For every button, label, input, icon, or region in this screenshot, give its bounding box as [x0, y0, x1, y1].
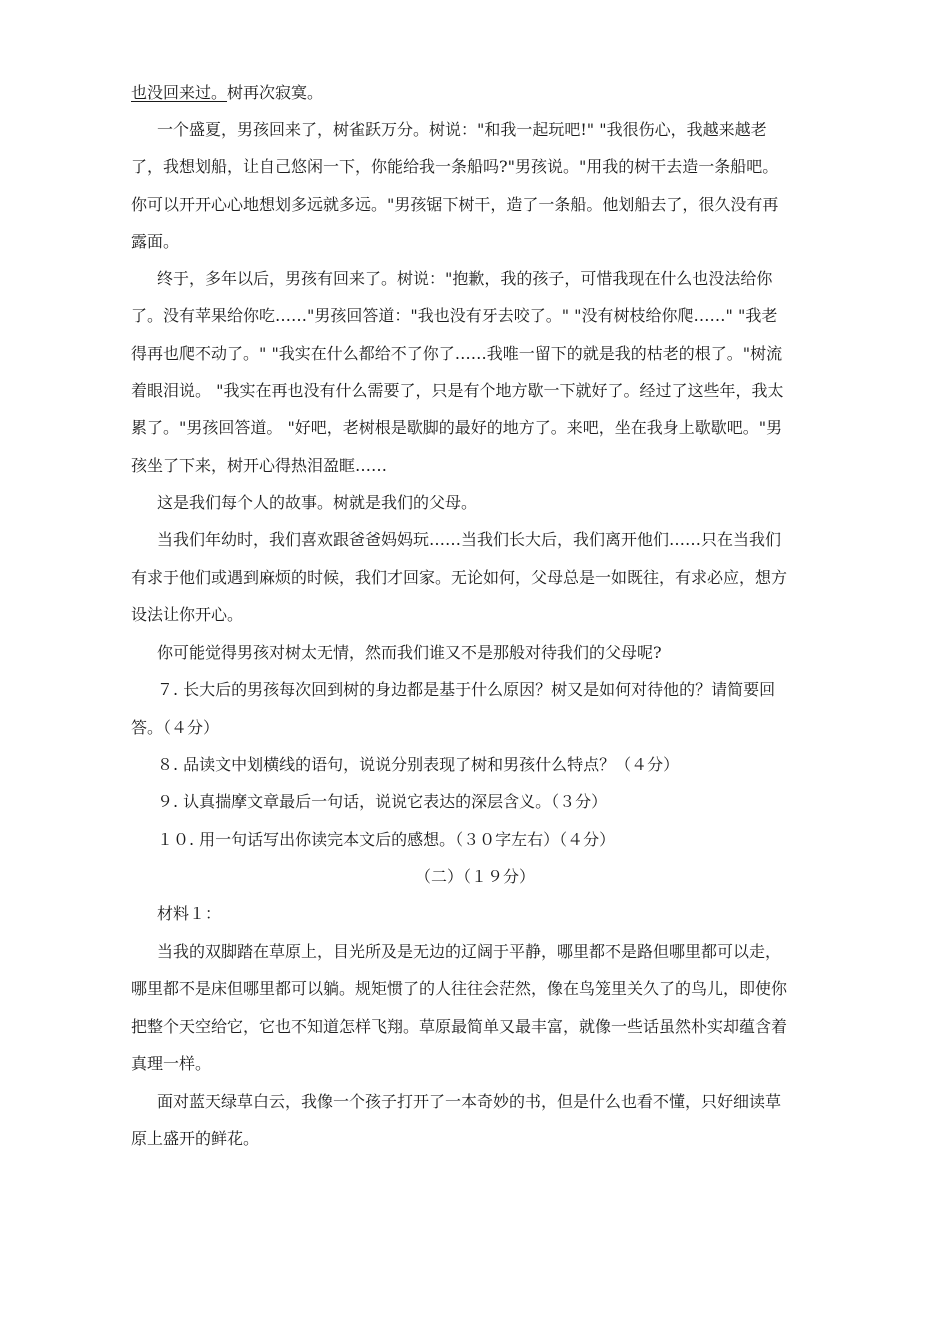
paragraph-line: 当我的双脚踏在草原上，目光所及是无边的辽阔于平静，哪里都不是路但哪里都可以走， — [157, 942, 782, 961]
question-7-continued: 答。（４分） — [131, 718, 220, 737]
paragraph-line: 着眼泪说。 "我实在再也没有什么需要了，只是有个地方歇一下就好了。经过了这些年，我太 — [131, 381, 784, 400]
section-heading: （二）（１９分） — [414, 867, 535, 886]
paragraph-line: 把整个天空给它，它也不知道怎样飞翔。草原最简单又最丰富，就像一些话虽然朴实却蕴含着 — [131, 1017, 788, 1036]
material-label: 材料１： — [157, 904, 222, 923]
paragraph-line: 有求于他们或遇到麻烦的时候，我们才回家。无论如何，父母总是一如既往，有求必应，想方 — [131, 568, 788, 587]
paragraph-line — [131, 83, 323, 103]
paragraph-line: 你可以开开心心地想划多远就多远。"男孩锯下树干，造了一条船。他划船去了，很久没有再 — [131, 195, 779, 214]
paragraph-line: 面对蓝天绿草白云，我像一个孩子打开了一本奇妙的书，但是什么也看不懂，只好细读草 — [157, 1092, 782, 1111]
underlined-phrase: 也没回来过。 — [131, 83, 228, 102]
paragraph-line: 得再也爬不动了。" "我实在什么都给不了你了……我唯一留下的就是我的枯老的根了。"树流 — [131, 344, 783, 363]
paragraph-line: 原上盛开的鲜花。 — [131, 1129, 260, 1148]
question-7: ７. 长大后的男孩每次回到树的身边都是基于什么原因？树又是如何对待他的？请简要回 — [157, 680, 776, 699]
line-text: 树再次寂寞。 — [227, 83, 324, 102]
paragraph-line: 了，我想划船，让自己悠闲一下，你能给我一条船吗?"男孩说。"用我的树干去造一条船吧。 — [131, 157, 779, 176]
paragraph-line: 这是我们每个人的故事。树就是我们的父母。 — [157, 493, 478, 512]
paragraph-line: 了。没有苹果给你吃……"男孩回答道："我也没有牙去咬了。" "没有树枝给你爬……" "我老 — [131, 306, 778, 325]
paragraph-line: 真理一样。 — [131, 1054, 212, 1073]
paragraph-line: 露面。 — [131, 232, 180, 251]
paragraph-line: 设法让你开心。 — [131, 605, 244, 624]
paragraph-line: 你可能觉得男孩对树太无情，然而我们谁又不是那般对待我们的父母呢? — [157, 643, 662, 662]
question-10: １０. 用一句话写出你读完本文后的感想。（３０字左右）（４分） — [157, 830, 616, 849]
paragraph-line: 孩坐了下来，树开心得热泪盈眶…… — [131, 456, 388, 475]
paragraph-line: 当我们年幼时，我们喜欢跟爸爸妈妈玩……当我们长大后，我们离开他们……只在当我们 — [157, 530, 782, 549]
question-8: ８. 品读文中划横线的语句，说说分别表现了树和男孩什么特点？（４分） — [157, 755, 680, 774]
paragraph-line: 哪里都不是床但哪里都可以躺。规矩惯了的人往往会茫然，像在鸟笼里关久了的鸟儿，即使你 — [131, 979, 788, 998]
question-9: ９. 认真揣摩文章最后一句话，说说它表达的深层含义。（３分） — [157, 792, 608, 811]
paragraph-line: 终于，多年以后，男孩有回来了。树说："抱歉，我的孩子，可惜我现在什么也没法给你 — [157, 269, 773, 288]
paragraph-line: 一个盛夏，男孩回来了，树雀跃万分。树说："和我一起玩吧!" "我很伤心，我越来越老 — [157, 120, 767, 139]
paragraph-line: 累了。"男孩回答道。 "好吧，老树根是歇脚的最好的地方了。来吧，坐在我身上歇歇吧。"男 — [131, 418, 783, 437]
